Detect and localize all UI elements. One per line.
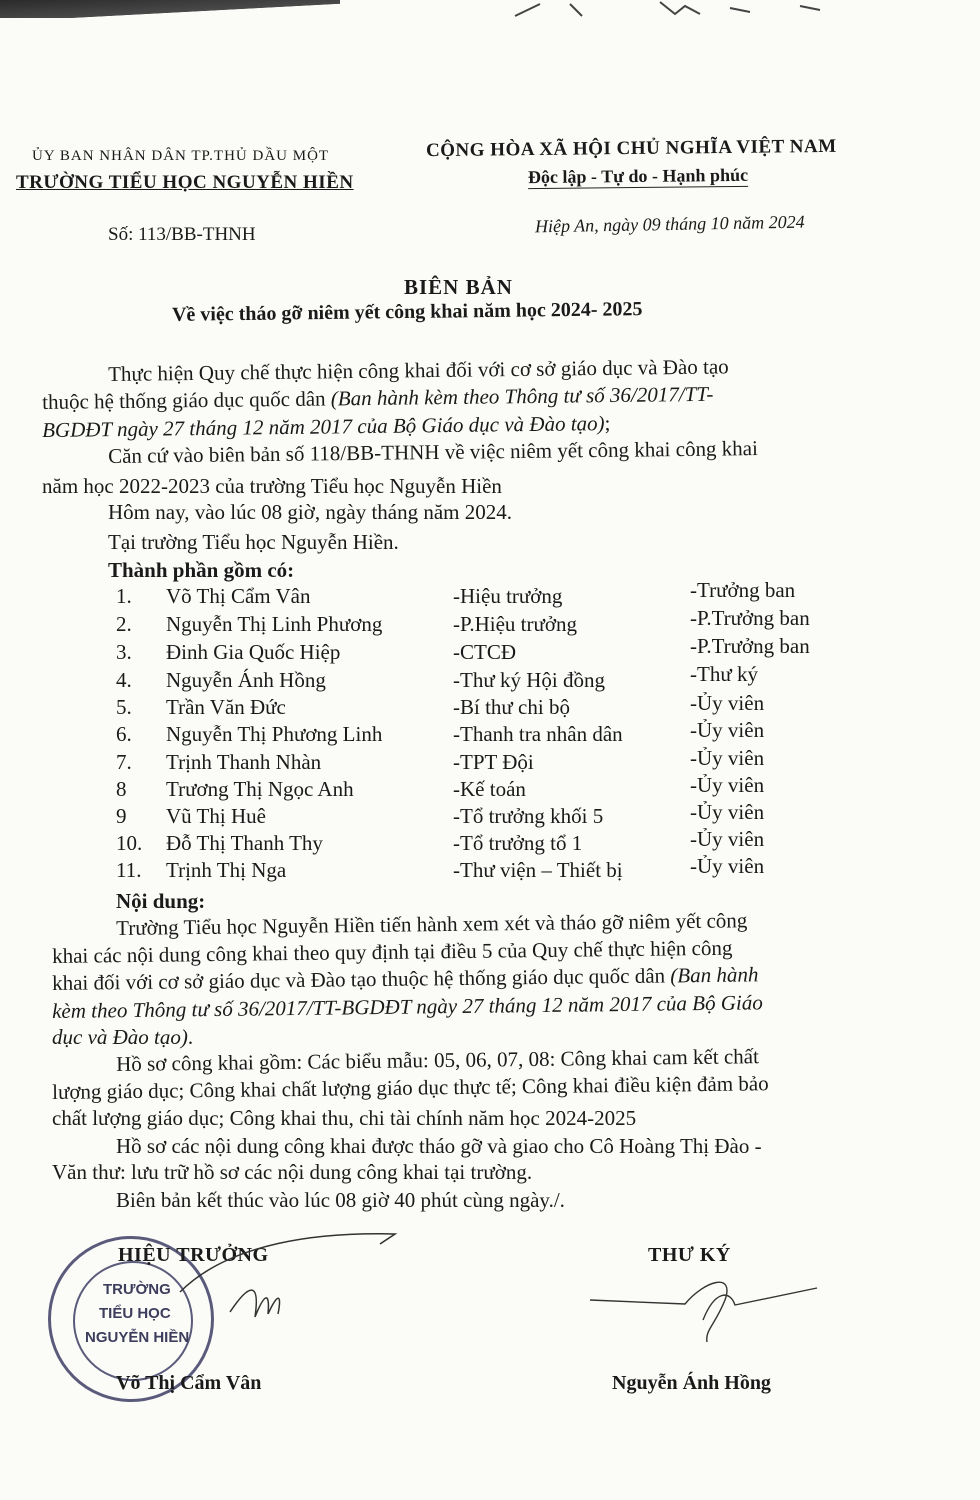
authority-name: ỦY BAN NHÂN DÂN TP.THỦ DẦU MỘT — [32, 148, 330, 164]
member-position: -Thư viện – Thiết bị — [453, 858, 623, 882]
member-row — [0, 718, 980, 750]
content-line: kèm theo Thông tư số 36/2017/TT-BGDĐT ngày 27 tháng 12 năm 2017 của Bộ Giáo — [52, 990, 763, 1023]
member-row — [0, 578, 980, 612]
principal-name: Võ Thị Cẩm Vân — [116, 1372, 262, 1394]
member-position: -Bí thư chi bộ — [453, 695, 570, 719]
content-line: khai đối với cơ sở giáo dục và Đào tạo thuộc hệ thống giáo dục quốc dân (Ban hành — [52, 962, 759, 995]
content-line: Hồ sơ các nội dung công khai được tháo gỡ và giao cho Cô Hoàng Thị Đào - — [116, 1134, 762, 1158]
scan-corner-artifact — [0, 0, 340, 18]
member-role: -Ủy viên — [690, 773, 765, 797]
member-number: 9 — [116, 804, 127, 828]
member-role: -Trưởng ban — [690, 578, 796, 602]
principal-signature — [170, 1222, 410, 1332]
members-heading: Thành phần gồm có: — [108, 558, 295, 582]
content-line: Trường Tiểu học Nguyễn Hiền tiến hành xem xét và tháo gỡ niêm yết công — [116, 908, 748, 940]
national-title: CỘNG HÒA XÃ HỘI CHỦ NGHĨA VIỆT NAM — [425, 135, 837, 162]
principal-title: HIỆU TRƯỞNG — [118, 1244, 269, 1266]
member-number: 4. — [116, 668, 132, 692]
member-role: -Ủy viên — [690, 718, 765, 742]
member-position: -Tổ trưởng khối 5 — [453, 804, 604, 828]
member-position: -Thanh tra nhân dân — [453, 722, 623, 746]
member-row — [0, 746, 980, 778]
secretary-title: THƯ KÝ — [648, 1244, 731, 1266]
content-heading: Nội dung: — [116, 889, 206, 913]
top-scribble-marks — [500, 0, 900, 24]
member-role: -Ủy viên — [690, 854, 765, 878]
content-line: lượng giáo dục; Công khai chất lượng giáo dục thực tế; Công khai điều kiện đảm bảo — [52, 1071, 769, 1104]
member-role: -P.Trưởng ban — [690, 606, 810, 630]
member-role: -Ủy viên — [690, 827, 765, 851]
document-title: BIÊN BẢN — [404, 275, 513, 299]
member-name: Đinh Gia Quốc Hiệp — [166, 640, 341, 664]
intro-line: thuộc hệ thống giáo dục quốc dân (Ban hành kèm theo Thông tư số 36/2017/TT- — [42, 381, 714, 414]
member-number: 8 — [116, 777, 127, 801]
member-row — [0, 662, 980, 696]
member-number: 3. — [116, 640, 132, 664]
member-position: -P.Hiệu trưởng — [453, 612, 577, 636]
member-name: Nguyễn Thị Phương Linh — [166, 722, 383, 746]
content-line: chất lượng giáo dục; Công khai thu, chi tài chính năm học 2024-2025 — [52, 1106, 637, 1130]
member-name: Nguyễn Ánh Hồng — [166, 668, 326, 692]
member-name: Vũ Thị Huê — [166, 804, 266, 828]
intro-line: BGDĐT ngày 27 tháng 12 năm 2017 của Bộ Giáo dục và Đào tạo); — [42, 411, 611, 442]
content-line: Hồ sơ công khai gồm: Các biểu mẫu: 05, 06, 07, 08: Công khai cam kết chất — [116, 1044, 759, 1076]
member-role: -Ủy viên — [690, 800, 765, 824]
national-motto: Độc lập - Tự do - Hạnh phúc — [527, 164, 749, 188]
member-number: 5. — [116, 695, 132, 719]
content-line: Biên bản kết thúc vào lúc 08 giờ 40 phút cùng ngày./. — [116, 1188, 565, 1212]
meeting-place: Tại trường Tiểu học Nguyễn Hiền. — [108, 530, 399, 554]
member-number: 10. — [116, 831, 143, 855]
member-role: -Ủy viên — [690, 691, 765, 715]
member-name: Võ Thị Cẩm Vân — [166, 584, 311, 608]
content-line: dục và Đào tạo). — [52, 1025, 194, 1049]
member-position: -Hiệu trưởng — [453, 584, 563, 608]
member-row — [0, 606, 980, 640]
document-subtitle: Về việc tháo gỡ niêm yết công khai năm học 2024- 2025 — [171, 298, 643, 326]
member-number: 11. — [116, 858, 142, 882]
member-position: -Thư ký Hội đồng — [453, 668, 605, 692]
seal-text: TRƯỜNG — [103, 1281, 171, 1298]
document-date: Hiệp An, ngày 09 tháng 10 năm 2024 — [534, 211, 805, 237]
member-number: 6. — [116, 722, 132, 746]
seal-text: TIỂU HỌC — [99, 1305, 171, 1322]
member-number: 2. — [116, 612, 132, 636]
member-role: -Thư ký — [690, 662, 758, 686]
member-role: -Ủy viên — [690, 746, 765, 770]
member-position: -Tổ trưởng tổ 1 — [453, 831, 583, 855]
secretary-signature — [585, 1270, 825, 1360]
intro-line: Thực hiện Quy chế thực hiện công khai đối với cơ sở giáo dục và Đào tạo — [108, 354, 729, 386]
member-number: 1. — [116, 584, 132, 608]
intro-line: Căn cứ vào biên bản số 118/BB-THNH về việc niêm yết công khai công khai — [108, 436, 759, 468]
member-position: -Kế toán — [453, 777, 526, 801]
member-position: -CTCĐ — [453, 640, 516, 664]
member-name: Trương Thị Ngọc Anh — [166, 777, 354, 801]
member-position: -TPT Đội — [453, 750, 534, 774]
member-row — [0, 854, 980, 886]
member-name: Nguyễn Thị Linh Phương — [166, 612, 383, 636]
member-row — [0, 827, 980, 859]
member-row — [0, 800, 980, 832]
meeting-time: Hôm nay, vào lúc 08 giờ, ngày tháng năm 2024. — [108, 500, 513, 524]
member-row — [0, 773, 980, 805]
content-line: Văn thư: lưu trữ hồ sơ các nội dung công khai tại trường. — [52, 1160, 533, 1184]
member-role: -P.Trưởng ban — [690, 634, 810, 658]
intro-line: năm học 2022-2023 của trường Tiểu học Nguyễn Hiền — [42, 474, 502, 498]
member-row — [0, 691, 980, 723]
document-number: Số: 113/BB-THNH — [108, 224, 256, 245]
member-row — [0, 634, 980, 668]
member-name: Trần Văn Đức — [166, 695, 286, 719]
member-name: Đỗ Thị Thanh Thy — [166, 831, 323, 855]
school-name: TRƯỜNG TIỂU HỌC NGUYỄN HIỀN — [16, 172, 354, 193]
member-name: Trịnh Thanh Nhàn — [166, 750, 322, 774]
member-name: Trịnh Thị Nga — [166, 858, 287, 882]
member-number: 7. — [116, 750, 132, 774]
seal-text: NGUYỄN HIỀN — [85, 1329, 190, 1346]
secretary-name: Nguyễn Ánh Hồng — [612, 1372, 771, 1394]
content-line: khai các nội dung công khai theo quy định tại điều 5 của Quy chế thực hiện công — [52, 935, 733, 968]
